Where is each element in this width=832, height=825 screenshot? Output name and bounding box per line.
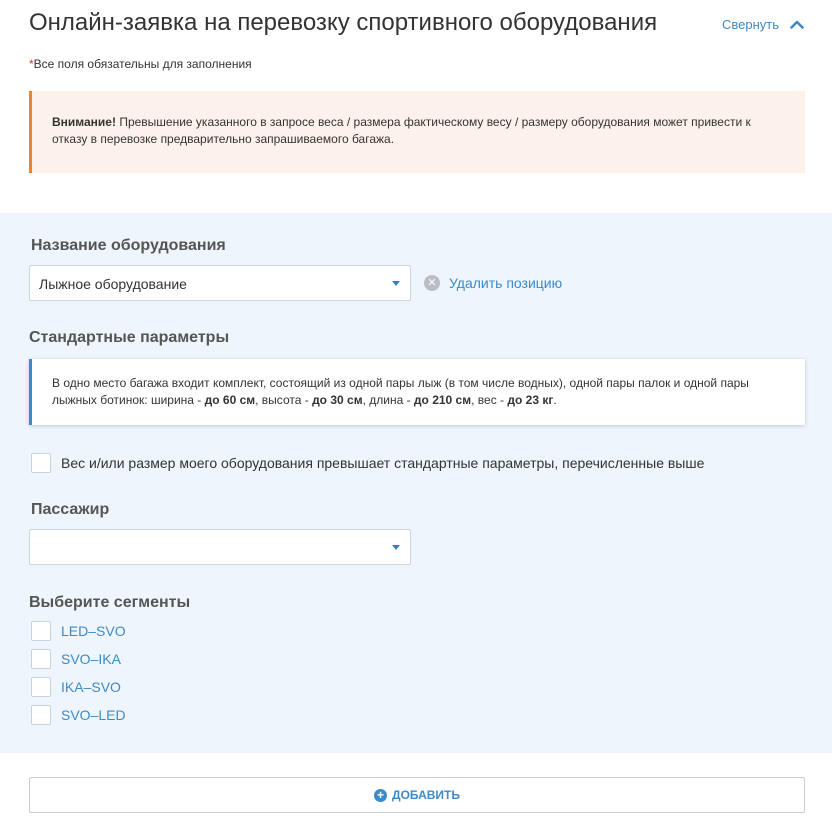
info-text-2: , высота - bbox=[255, 393, 313, 407]
warning-title: Внимание! bbox=[52, 115, 116, 129]
standard-params-info bbox=[29, 359, 805, 425]
info-text-5: . bbox=[553, 393, 557, 407]
segment-checkbox[interactable] bbox=[31, 677, 51, 697]
caret-down-icon bbox=[392, 545, 400, 550]
info-width: до 60 см bbox=[204, 393, 256, 407]
exceeds-standard-label[interactable]: Вес и/или размер моего оборудования превышает стандартные параметры, перечисленные выше bbox=[61, 455, 705, 471]
info-text-3: , длина - bbox=[362, 393, 414, 407]
segment-label[interactable]: SVO–IKA bbox=[61, 651, 121, 667]
passenger-label: Пассажир bbox=[31, 501, 110, 518]
plus-circle-icon: + bbox=[374, 789, 387, 802]
warning-text: Превышение указанного в запросе веса / размера фактическому весу / размеру оборудования может привести к отказу в перевозке предварительно запрашиваемого багажа. bbox=[52, 115, 751, 146]
remove-position-label: Удалить позицию bbox=[449, 275, 563, 291]
segments-label: Выберите сегменты bbox=[29, 594, 191, 611]
info-weight: до 23 кг bbox=[507, 393, 554, 407]
segment-checkbox[interactable] bbox=[31, 621, 51, 641]
info-height: до 30 см bbox=[312, 393, 363, 407]
info-length: до 210 см bbox=[413, 393, 472, 407]
segment-label[interactable]: LED–SVO bbox=[61, 623, 126, 639]
required-note-text: Все поля обязательны для заполнения bbox=[33, 57, 252, 71]
equipment-select-value: Лыжное оборудование bbox=[39, 276, 187, 292]
standard-params-label: Стандартные параметры bbox=[29, 329, 230, 346]
page-title: Онлайн-заявка на перевозку спортивного оборудования bbox=[29, 9, 658, 36]
segment-checkbox[interactable] bbox=[31, 649, 51, 669]
add-button-label: ДОБАВИТЬ bbox=[392, 788, 460, 802]
info-text-1: В одно место багажа входит комплект, состоящий из одной пары лыж (в том числе водных), одной пары палок и одной пары лыжных ботинок: ширина - bbox=[52, 376, 749, 407]
caret-down-icon bbox=[392, 281, 400, 286]
collapse-label: Свернуть bbox=[722, 17, 780, 32]
required-star: * bbox=[29, 57, 34, 71]
exceeds-standard-checkbox[interactable] bbox=[31, 453, 51, 473]
chevron-up-icon bbox=[790, 20, 804, 29]
info-text-4: , вес - bbox=[471, 393, 508, 407]
equipment-name-label: Название оборудования bbox=[31, 237, 226, 254]
segment-label[interactable]: IKA–SVO bbox=[61, 679, 121, 695]
required-fields-note bbox=[29, 57, 252, 71]
equipment-select[interactable] bbox=[29, 265, 411, 301]
close-circle-icon: ✕ bbox=[424, 275, 440, 291]
warning-box bbox=[29, 91, 805, 173]
segment-label[interactable]: SVO–LED bbox=[61, 707, 126, 723]
add-button[interactable] bbox=[29, 777, 805, 813]
passenger-select[interactable] bbox=[29, 529, 411, 565]
collapse-button[interactable] bbox=[722, 17, 804, 32]
segment-checkbox[interactable] bbox=[31, 705, 51, 725]
remove-position-button[interactable] bbox=[424, 275, 562, 291]
